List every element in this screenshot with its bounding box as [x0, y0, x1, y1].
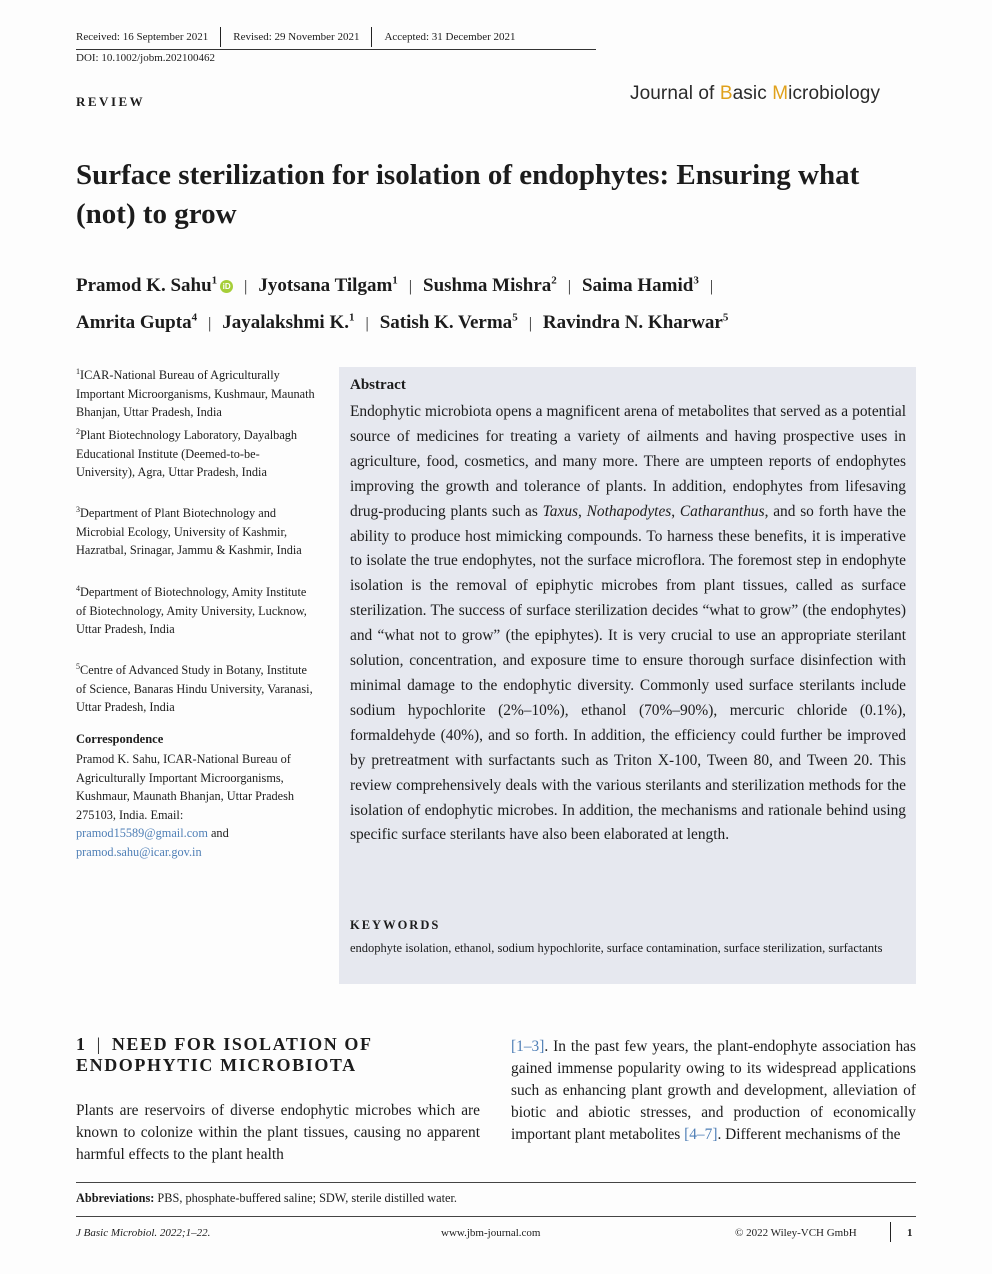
header-rule: [76, 49, 596, 50]
revised-date: Revised: 29 November 2021: [233, 31, 360, 43]
author[interactable]: Ravindra N. Kharwar$^5$: [542, 311, 729, 333]
section-heading: 1 | NEED FOR ISOLATION OF ENDOPHYTIC MICROBIOTA: [76, 1034, 372, 1075]
author-list: Pramod K. Sahu$^1$ iD | Jyotsana Tilgam$^1$ | Sushma Mishra$^2$ | Saima Hamid$^3$ | Amrita Gupta$^4$ | Jayalakshmi K.$^1$ | Satish K. Verma$^5$ | Ravindra N. Kharwar$^5$: [76, 275, 729, 333]
divider: [220, 27, 221, 47]
received-date: Received: 16 September 2021: [76, 31, 209, 43]
accepted-date: Accepted: 31 December 2021: [384, 31, 516, 43]
keywords-heading: KEYWORDS: [350, 918, 441, 932]
abstract-heading: Abstract: [350, 377, 406, 393]
doi: DOI: 10.1002/jobm.202100462: [76, 52, 216, 64]
footer-rule: [76, 1216, 916, 1217]
email-link[interactable]: pramod15589@gmail.com: [76, 826, 208, 840]
citation-link[interactable]: [4–7]: [684, 1126, 718, 1143]
body-text-left: Plants are reservoirs of diverse endophytic microbes which are known to colonize within the plant tissues, causing no apparent harmful effects to the plant health: [76, 1102, 480, 1163]
divider: [371, 27, 372, 47]
author[interactable]: Sushma Mishra$^2$: [423, 275, 557, 297]
abstract-text: Endophytic microbiota opens a magnificent arena of metabolites that served as a potential source of medicines for treating a variety of ailments and having prospective uses in agriculture, food, cosmetics, and many more. There are umpteen reports of endophytes improving the growth and tolerance of plants. In addition, endophytes from lifesaving drug-producing plants such as Taxus, Nothapodytes, Catharanthus, and so forth have the ability to produce host mimicking compounds. To harness these benefits, it is imperative to isolate the true endophytes, not the surface microflora. The foremost step in endophyte isolation is the removal of epiphytic microbes from plant tissues, called as surface sterilization. The success of surface sterilization decides “what to grow” (the endophytes) and “what not to grow” (the epiphytes). It is very crucial to use an appropriate sterilant solution, concentration, and exposure time to ensure thorough surface disinfection with minimal damage to the endophytic diversity. Commonly used surface sterilants include sodium hypochlorite (2%–10%), ethanol (70%–90%), mercuric chloride (0.1%), formaldehyde (40%), and so forth. In addition, the efficiency could further be improved by pretreatment with surfactants such as Triton X-100, Tween 80, and Tween 20. This review comprehensively deals with the various sterilants and sterilization methods for the isolation of endophytic microbes. In addition, the mechanisms and rationale behind using specific surface sterilants have also been elaborated at length.: [350, 403, 906, 844]
correspondence-heading: Correspondence: [76, 732, 164, 746]
affiliation: $^2$Plant Biotechnology Laboratory, Dayalbagh Educational Institute (Deemed-to-be-University), Agra, Uttar Pradesh, India: [76, 427, 298, 480]
author[interactable]: Jayalakshmi K.$^1$: [222, 311, 355, 333]
footnote-rule: [76, 1182, 916, 1183]
affiliation: $^1$ICAR-National Bureau of Agriculturally Important Microorganisms, Kushmaur, Maunath Bhanjan, Uttar Pradesh, India: [76, 367, 315, 420]
citation-link[interactable]: [1–3]: [511, 1038, 545, 1055]
author[interactable]: Pramod K. Sahu$^1$: [76, 275, 218, 297]
article-dates: [76, 27, 516, 47]
body-text-right: [1–3]. In the past few years, the plant-endophyte association has gained immense popularity owing to its widespread applications such as enhancing plant growth and development, alleviation of biotic and abiotic stresses, and production of economically important plant metabolites [4–7]. Different mechanisms of the: [511, 1038, 916, 1143]
journal-url[interactable]: www.jbm-journal.com: [441, 1227, 541, 1239]
article-type: REVIEW: [76, 94, 146, 109]
paper-title: Surface sterilization for isolation of endophytes: Ensuring what (not) to grow: [76, 159, 860, 230]
affiliation: $^3$Department of Plant Biotechnology and Microbial Ecology, University of Kashmir, Hazratbal, Srinagar, Jammu & Kashmir, India: [76, 505, 302, 558]
journal-logo: Journal of Basic Microbiology: [630, 83, 881, 104]
correspondence-text: Pramod K. Sahu, ICAR-National Bureau of Agriculturally Important Microorganisms, Kushmaur, Maunath Bhanjan, Uttar Pradesh 275103, India. Email: pramod15589@gmail.com and pramod.sahu@icar.gov.in: [76, 752, 295, 859]
email-link[interactable]: pramod.sahu@icar.gov.in: [76, 844, 202, 859]
journal-citation: J Basic Microbiol. 2022;1–22.: [76, 1227, 211, 1239]
author[interactable]: Satish K. Verma$^5$: [379, 311, 518, 333]
affiliation: $^4$Department of Biotechnology, Amity Institute of Biotechnology, Amity University, Lucknow, Uttar Pradesh, India: [76, 584, 307, 637]
copyright: © 2022 Wiley-VCH GmbH: [735, 1227, 857, 1239]
author[interactable]: Jyotsana Tilgam$^1$: [258, 275, 398, 297]
abbreviations-footnote: Abbreviations: PBS, phosphate-buffered saline; SDW, sterile distilled water.: [76, 1191, 457, 1205]
affiliation: $^5$Centre of Advanced Study in Botany, Institute of Science, Banaras Hindu University, Varanasi, Uttar Pradesh, India: [76, 662, 313, 715]
orcid-icon[interactable]: iD: [220, 280, 233, 293]
keywords-text: endophyte isolation, ethanol, sodium hypochlorite, surface contamination, surface sterilization, surfactants: [350, 941, 883, 955]
divider: [890, 1222, 891, 1242]
page-number: 1: [907, 1227, 913, 1239]
author[interactable]: Saima Hamid$^3$: [581, 275, 699, 297]
author[interactable]: Amrita Gupta$^4$: [76, 311, 198, 333]
